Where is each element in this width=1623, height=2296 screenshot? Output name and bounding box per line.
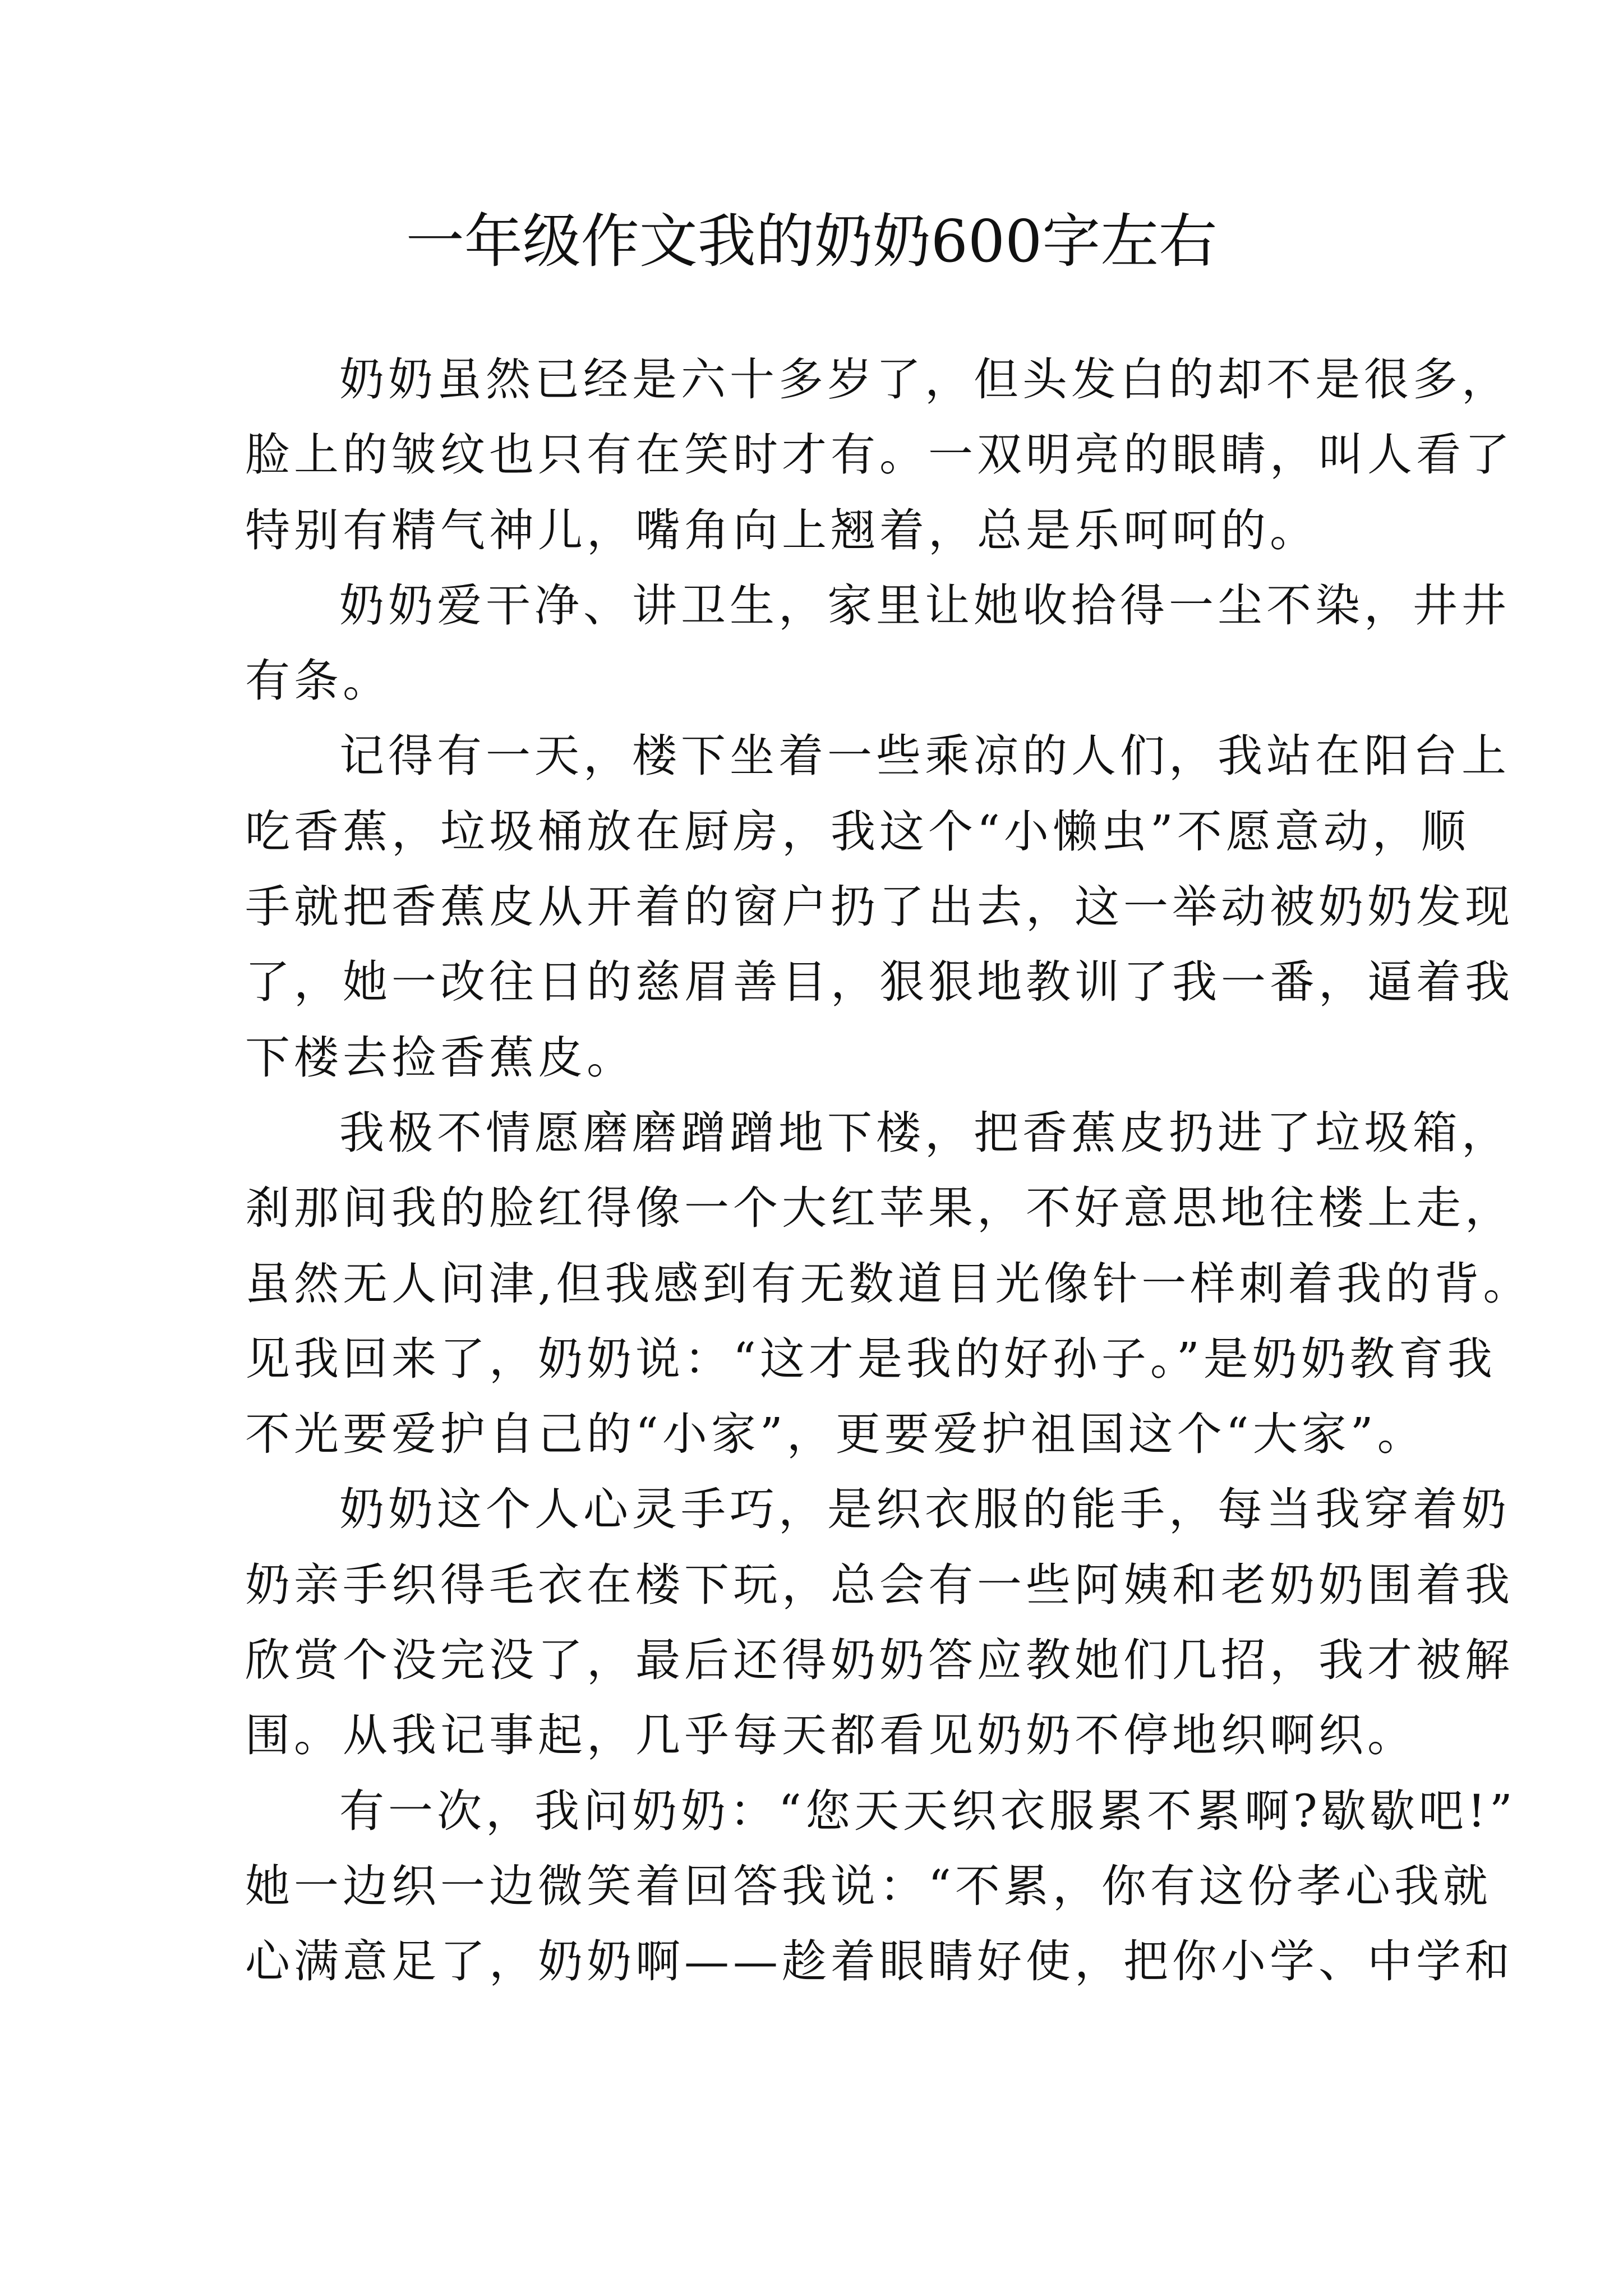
text-line: 奶奶虽然已经是六十多岁了，但头发白的却不是很多， — [339, 353, 1510, 406]
text-line: 下楼去捡香蕉皮。 — [245, 1031, 635, 1084]
text-line: 刹那间我的脸红得像一个大红苹果，不好意思地往楼上走， — [245, 1182, 1514, 1235]
text-line: 有一次，我问奶奶：“您天天织衣服累不累啊?歇歇吧!” — [339, 1784, 1516, 1837]
text-line: 欣赏个没完没了，最后还得奶奶答应教她们几招，我才被解 — [245, 1634, 1514, 1687]
text-line: 见我回来了，奶奶说：“这才是我的好孙子。”是奶奶教育我 — [245, 1332, 1496, 1385]
text-line: 奶奶这个人心灵手巧，是织衣服的能手，每当我穿着奶 — [339, 1483, 1510, 1536]
text-line: 奶奶爱干净、讲卫生，家里让她收拾得一尘不染，井井 — [339, 579, 1510, 632]
text-line: 吃香蕉，垃圾桶放在厨房，我这个“小懒虫”不愿意动，顺 — [245, 805, 1470, 858]
text-line: 特别有精气神儿，嘴角向上翘着，总是乐呵呵的。 — [245, 504, 1318, 556]
text-line: 围。从我记事起，几乎每天都看见奶奶不停地织啊织。 — [245, 1709, 1416, 1762]
text-line: 有条。 — [245, 655, 391, 707]
text-line: 手就把香蕉皮从开着的窗户扔了出去，这一举动被奶奶发现 — [245, 881, 1514, 933]
text-line: 心满意足了，奶奶啊——趁着眼睛好使，把你小学、中学和 — [245, 1935, 1514, 1988]
text-line: 记得有一天，楼下坐着一些乘凉的人们，我站在阳台上 — [339, 730, 1510, 783]
document-title: 一年级作文我的奶奶600字左右 — [405, 207, 1218, 275]
text-line: 我极不情愿磨磨蹭蹭地下楼，把香蕉皮扔进了垃圾箱， — [339, 1106, 1510, 1159]
text-line: 脸上的皱纹也只有在笑时才有。一双明亮的眼睛，叫人看了 — [245, 429, 1514, 481]
text-line: 虽然无人问津,但我感到有无数道目光像针一样刺着我的背。 — [245, 1257, 1532, 1310]
text-line: 不光要爱护自己的“小家”，更要爱护祖国这个“大家”。 — [245, 1408, 1426, 1461]
text-line: 奶亲手织得毛衣在楼下玩，总会有一些阿姨和老奶奶围着我 — [245, 1558, 1514, 1611]
document-body — [245, 342, 1532, 2000]
text-line: 了，她一改往日的慈眉善目，狠狠地教训了我一番，逼着我 — [245, 956, 1514, 1009]
text-line: 她一边织一边微笑着回答我说：“不累，你有这份孝心我就 — [245, 1860, 1492, 1912]
